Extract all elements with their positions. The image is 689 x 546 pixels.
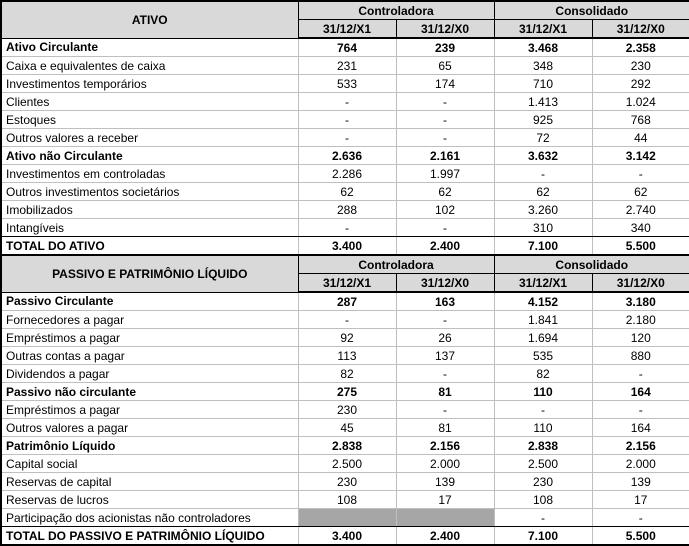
value-cell: 230 bbox=[592, 57, 689, 75]
row-label: Fornecedores a pagar bbox=[1, 311, 298, 329]
table-row bbox=[1, 437, 689, 455]
row-label: Empréstimos a pagar bbox=[1, 401, 298, 419]
date-column-header: 31/12/X1 bbox=[298, 20, 396, 39]
value-cell: 7.100 bbox=[494, 527, 592, 546]
table-row bbox=[1, 311, 689, 329]
value-cell: 81 bbox=[396, 419, 494, 437]
value-cell: 108 bbox=[298, 491, 396, 509]
date-column-header: 31/12/X1 bbox=[298, 274, 396, 293]
table-row bbox=[1, 38, 689, 57]
value-cell: 62 bbox=[592, 183, 689, 201]
value-cell: 1.694 bbox=[494, 329, 592, 347]
row-label: Outros investimentos societários bbox=[1, 183, 298, 201]
table-row bbox=[1, 292, 689, 311]
value-cell: - bbox=[298, 311, 396, 329]
value-cell: 26 bbox=[396, 329, 494, 347]
value-cell: 230 bbox=[298, 473, 396, 491]
value-cell: 348 bbox=[494, 57, 592, 75]
value-cell: 288 bbox=[298, 201, 396, 219]
value-cell: 231 bbox=[298, 57, 396, 75]
value-cell: 72 bbox=[494, 129, 592, 147]
date-column-header: 31/12/X0 bbox=[592, 274, 689, 293]
row-label: Caixa e equivalentes de caixa bbox=[1, 57, 298, 75]
value-cell: 2.400 bbox=[396, 237, 494, 256]
value-cell: 45 bbox=[298, 419, 396, 437]
value-cell: 2.161 bbox=[396, 147, 494, 165]
value-cell: - bbox=[592, 365, 689, 383]
value-cell: 230 bbox=[298, 401, 396, 419]
value-cell: 62 bbox=[298, 183, 396, 201]
value-cell: - bbox=[396, 93, 494, 111]
value-cell: 174 bbox=[396, 75, 494, 93]
date-column-header: 31/12/X0 bbox=[396, 20, 494, 39]
value-cell: 287 bbox=[298, 292, 396, 311]
row-label: Outras contas a pagar bbox=[1, 347, 298, 365]
table-row bbox=[1, 93, 689, 111]
value-cell: - bbox=[494, 509, 592, 527]
value-cell: 239 bbox=[396, 38, 494, 57]
column-group-header: Consolidado bbox=[494, 1, 689, 20]
table-row bbox=[1, 401, 689, 419]
row-label: Empréstimos a pagar bbox=[1, 329, 298, 347]
row-label: Imobilizados bbox=[1, 201, 298, 219]
table-row bbox=[1, 365, 689, 383]
row-label: TOTAL DO ATIVO bbox=[1, 237, 298, 256]
value-cell: 925 bbox=[494, 111, 592, 129]
value-cell: 310 bbox=[494, 219, 592, 237]
date-column-header: 31/12/X0 bbox=[592, 20, 689, 39]
value-cell: 2.838 bbox=[298, 437, 396, 455]
value-cell: 17 bbox=[592, 491, 689, 509]
row-label: Outros valores a receber bbox=[1, 129, 298, 147]
value-cell: 3.632 bbox=[494, 147, 592, 165]
value-cell: 44 bbox=[592, 129, 689, 147]
value-cell: 2.500 bbox=[494, 455, 592, 473]
value-cell: - bbox=[396, 401, 494, 419]
value-cell: - bbox=[494, 401, 592, 419]
value-cell: 108 bbox=[494, 491, 592, 509]
blocked-cell bbox=[396, 509, 494, 527]
value-cell: 2.400 bbox=[396, 527, 494, 546]
value-cell: 139 bbox=[592, 473, 689, 491]
value-cell: - bbox=[592, 165, 689, 183]
value-cell: - bbox=[298, 129, 396, 147]
value-cell: 113 bbox=[298, 347, 396, 365]
row-label: Ativo Circulante bbox=[1, 38, 298, 57]
row-label: Passivo Circulante bbox=[1, 292, 298, 311]
value-cell: 275 bbox=[298, 383, 396, 401]
value-cell: 880 bbox=[592, 347, 689, 365]
row-label: TOTAL DO PASSIVO E PATRIMÔNIO LÍQUIDO bbox=[1, 527, 298, 546]
value-cell: 81 bbox=[396, 383, 494, 401]
row-label: Investimentos temporários bbox=[1, 75, 298, 93]
value-cell: 137 bbox=[396, 347, 494, 365]
date-column-header: 31/12/X0 bbox=[396, 274, 494, 293]
value-cell: - bbox=[298, 219, 396, 237]
value-cell: 2.000 bbox=[396, 455, 494, 473]
row-label: Outros valores a pagar bbox=[1, 419, 298, 437]
value-cell: 1.841 bbox=[494, 311, 592, 329]
balance-sheet-body bbox=[1, 1, 689, 545]
value-cell: 102 bbox=[396, 201, 494, 219]
table-row bbox=[1, 347, 689, 365]
value-cell: 3.142 bbox=[592, 147, 689, 165]
value-cell: 2.838 bbox=[494, 437, 592, 455]
table-row bbox=[1, 75, 689, 93]
value-cell: - bbox=[396, 111, 494, 129]
value-cell: 3.260 bbox=[494, 201, 592, 219]
date-column-header: 31/12/X1 bbox=[494, 274, 592, 293]
column-group-header: Controladora bbox=[298, 255, 494, 274]
value-cell: 1.997 bbox=[396, 165, 494, 183]
row-label: Intangíveis bbox=[1, 219, 298, 237]
row-label: Participação dos acionistas não controladores bbox=[1, 509, 298, 527]
value-cell: - bbox=[396, 365, 494, 383]
value-cell: - bbox=[298, 111, 396, 129]
table-row bbox=[1, 383, 689, 401]
table-row bbox=[1, 201, 689, 219]
section-header-row bbox=[1, 1, 689, 20]
value-cell: 82 bbox=[298, 365, 396, 383]
table-row bbox=[1, 219, 689, 237]
value-cell: 110 bbox=[494, 419, 592, 437]
row-label: Reservas de capital bbox=[1, 473, 298, 491]
value-cell: 2.500 bbox=[298, 455, 396, 473]
column-group-header: Consolidado bbox=[494, 255, 689, 274]
table-row bbox=[1, 329, 689, 347]
table-row bbox=[1, 455, 689, 473]
date-column-header: 31/12/X1 bbox=[494, 20, 592, 39]
value-cell: 2.740 bbox=[592, 201, 689, 219]
section-title: ATIVO bbox=[1, 1, 298, 38]
value-cell: 92 bbox=[298, 329, 396, 347]
value-cell: - bbox=[494, 165, 592, 183]
value-cell: 4.152 bbox=[494, 292, 592, 311]
table-row bbox=[1, 183, 689, 201]
value-cell: 17 bbox=[396, 491, 494, 509]
value-cell: - bbox=[298, 93, 396, 111]
table-row bbox=[1, 57, 689, 75]
value-cell: 62 bbox=[494, 183, 592, 201]
value-cell: 2.000 bbox=[592, 455, 689, 473]
table-row bbox=[1, 237, 689, 256]
row-label: Investimentos em controladas bbox=[1, 165, 298, 183]
row-label: Patrimônio Líquido bbox=[1, 437, 298, 455]
value-cell: 5.500 bbox=[592, 237, 689, 256]
row-label: Passivo não circulante bbox=[1, 383, 298, 401]
table-row bbox=[1, 111, 689, 129]
value-cell: 3.400 bbox=[298, 237, 396, 256]
table-row bbox=[1, 473, 689, 491]
table-row bbox=[1, 509, 689, 527]
value-cell: 120 bbox=[592, 329, 689, 347]
value-cell: 164 bbox=[592, 383, 689, 401]
value-cell: 533 bbox=[298, 75, 396, 93]
value-cell: - bbox=[396, 311, 494, 329]
value-cell: 5.500 bbox=[592, 527, 689, 546]
row-label: Capital social bbox=[1, 455, 298, 473]
value-cell: 82 bbox=[494, 365, 592, 383]
value-cell: 230 bbox=[494, 473, 592, 491]
table-row bbox=[1, 165, 689, 183]
value-cell: 1.024 bbox=[592, 93, 689, 111]
value-cell: 1.413 bbox=[494, 93, 592, 111]
value-cell: - bbox=[592, 401, 689, 419]
row-label: Reservas de lucros bbox=[1, 491, 298, 509]
value-cell: 292 bbox=[592, 75, 689, 93]
value-cell: 340 bbox=[592, 219, 689, 237]
value-cell: 163 bbox=[396, 292, 494, 311]
value-cell: 2.636 bbox=[298, 147, 396, 165]
value-cell: 139 bbox=[396, 473, 494, 491]
value-cell: 535 bbox=[494, 347, 592, 365]
blocked-cell bbox=[298, 509, 396, 527]
row-label: Estoques bbox=[1, 111, 298, 129]
value-cell: 65 bbox=[396, 57, 494, 75]
row-label: Dividendos a pagar bbox=[1, 365, 298, 383]
value-cell: 2.358 bbox=[592, 38, 689, 57]
value-cell: 3.468 bbox=[494, 38, 592, 57]
value-cell: 110 bbox=[494, 383, 592, 401]
section-header-row bbox=[1, 255, 689, 274]
value-cell: 3.180 bbox=[592, 292, 689, 311]
value-cell: - bbox=[396, 129, 494, 147]
value-cell: 62 bbox=[396, 183, 494, 201]
value-cell: 164 bbox=[592, 419, 689, 437]
value-cell: - bbox=[396, 219, 494, 237]
table-row bbox=[1, 147, 689, 165]
value-cell: 2.156 bbox=[396, 437, 494, 455]
value-cell: 2.286 bbox=[298, 165, 396, 183]
table-row bbox=[1, 491, 689, 509]
value-cell: 768 bbox=[592, 111, 689, 129]
value-cell: 764 bbox=[298, 38, 396, 57]
value-cell: 2.156 bbox=[592, 437, 689, 455]
row-label: Clientes bbox=[1, 93, 298, 111]
row-label: Ativo não Circulante bbox=[1, 147, 298, 165]
value-cell: - bbox=[592, 509, 689, 527]
column-group-header: Controladora bbox=[298, 1, 494, 20]
section-title: PASSIVO E PATRIMÔNIO LÍQUIDO bbox=[1, 255, 298, 292]
value-cell: 3.400 bbox=[298, 527, 396, 546]
table-row bbox=[1, 129, 689, 147]
value-cell: 7.100 bbox=[494, 237, 592, 256]
value-cell: 2.180 bbox=[592, 311, 689, 329]
table-row bbox=[1, 419, 689, 437]
value-cell: 710 bbox=[494, 75, 592, 93]
